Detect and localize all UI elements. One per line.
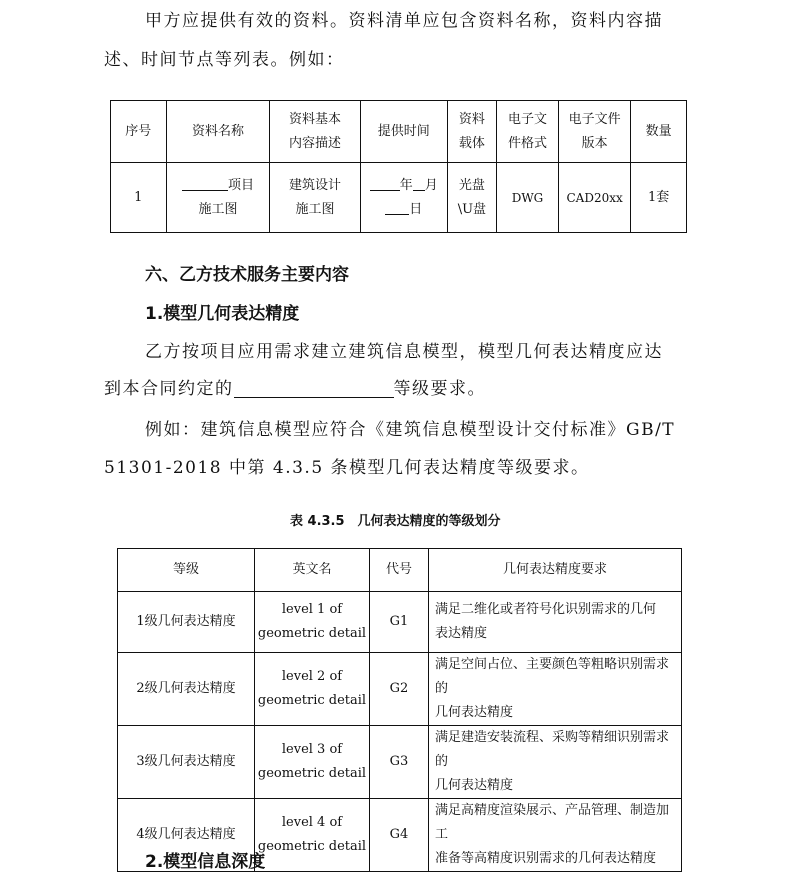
header-line: 资料 (458, 111, 485, 127)
cell-line: 满足空间占位、主要颜色等粗略识别需求的 (435, 657, 670, 696)
cell-carrier (447, 163, 496, 233)
table-header-row (118, 549, 682, 592)
cell-requirement (429, 799, 682, 872)
header-cell: 代号 (370, 549, 429, 592)
header-cell (497, 101, 559, 163)
cell-time-line-2 (363, 198, 445, 222)
cell-line: level 4 of (281, 815, 343, 830)
cell-qty: 1套 (631, 163, 687, 233)
cell-requirement (429, 592, 682, 653)
cell-code: G2 (370, 653, 429, 726)
cell-text: 年 (399, 177, 413, 193)
cell-line: level 2 of (281, 669, 343, 684)
fill-blank (370, 176, 400, 191)
sub1-para-line-1: 乙方按项目应用需求建立建筑信息模型，模型几何表达精度应达 (145, 342, 663, 362)
table-row (118, 653, 682, 726)
cell-line: 表达精度 (435, 626, 488, 641)
cell-line: level 3 of (281, 742, 343, 757)
fill-blank (234, 377, 394, 398)
text-segment: 到本合同约定的 (104, 379, 234, 399)
cell-line: \U盘 (457, 201, 487, 217)
header-line: 资料基本 (289, 111, 342, 127)
cell-line: 建筑设计 (289, 177, 342, 193)
cell-line: geometric detail (257, 693, 367, 708)
cell-line: 几何表达精度 (435, 778, 514, 793)
fill-blank (385, 200, 409, 215)
cell-level: 4级几何表达精度 (118, 799, 255, 872)
cell-level: 1级几何表达精度 (118, 592, 255, 653)
cell-version: CAD20xx (558, 163, 630, 233)
sub1-example-line-1: 例如：建筑信息模型应符合《建筑信息模型设计交付标准》GB/T (145, 420, 676, 440)
header-cell: 提供时间 (360, 101, 447, 163)
header-line: 电子文 (507, 111, 547, 127)
header-line: 件格式 (507, 135, 547, 151)
sub1-example-line-2: 51301-2018 中第 4.3.5 条模型几何表达精度等级要求。 (104, 458, 590, 478)
cell-line: geometric detail (257, 626, 367, 641)
header-line: 版本 (581, 135, 608, 151)
cell-requirement (429, 653, 682, 726)
sub1-para-line-2 (104, 371, 486, 407)
header-cell: 序号 (111, 101, 167, 163)
header-cell (447, 101, 496, 163)
header-cell (558, 101, 630, 163)
cell-level: 2级几何表达精度 (118, 653, 255, 726)
table-row (111, 163, 687, 233)
cell-time-line-1 (363, 174, 445, 198)
header-cell: 等级 (118, 549, 255, 592)
cell-no: 1 (111, 163, 167, 233)
text-segment: 等级要求。 (393, 379, 486, 399)
cell-text: 项目 (228, 177, 255, 193)
subsection-2-heading: 2.模型信息深度 (145, 852, 266, 872)
cell-english (255, 799, 370, 872)
section-6-heading: 六、乙方技术服务主要内容 (145, 265, 349, 285)
header-line: 内容描述 (289, 135, 342, 151)
table-caption: 表 4.3.5 几何表达精度的等级划分 (290, 514, 501, 529)
subsection-1-heading: 1.模型几何表达精度 (145, 304, 300, 324)
table-row (118, 726, 682, 799)
header-line: 电子文件 (568, 111, 621, 127)
cell-line: level 1 of (281, 602, 343, 617)
cell-line: 准备等高精度识别需求的几何表达精度 (435, 851, 657, 866)
cell-line: 满足二维化或者符号化识别需求的几何 (435, 602, 657, 617)
header-line: 载体 (458, 135, 485, 151)
intro-line-2: 述、时间节点等列表。例如： (104, 50, 345, 70)
cell-desc (270, 163, 360, 233)
cell-line: 光盘 (458, 177, 485, 193)
cell-line: 几何表达精度 (435, 705, 514, 720)
cell-english (255, 592, 370, 653)
cell-requirement (429, 726, 682, 799)
cell-name-line-1 (169, 174, 268, 198)
cell-time (360, 163, 447, 233)
table-header-row (111, 101, 687, 163)
cell-line: 满足建造安装流程、采购等精细识别需求的 (435, 730, 670, 769)
cell-line: geometric detail (257, 839, 367, 854)
cell-name-line-2: 施工图 (198, 201, 238, 217)
intro-line-1: 甲方应提供有效的资料。资料清单应包含资料名称，资料内容描 (145, 11, 663, 31)
header-cell: 英文名 (255, 549, 370, 592)
cell-english (255, 726, 370, 799)
table-row (118, 592, 682, 653)
header-cell (270, 101, 360, 163)
materials-table (110, 100, 687, 233)
cell-level: 3级几何表达精度 (118, 726, 255, 799)
cell-line: geometric detail (257, 766, 367, 781)
cell-name (166, 163, 270, 233)
cell-code: G4 (370, 799, 429, 872)
header-cell: 资料名称 (166, 101, 270, 163)
header-cell: 数量 (631, 101, 687, 163)
geometry-precision-table (117, 548, 682, 872)
cell-text: 月 (424, 177, 438, 193)
fill-blank (413, 176, 425, 191)
header-cell: 几何表达精度要求 (429, 549, 682, 592)
cell-line: 施工图 (295, 201, 335, 217)
cell-line: 满足高精度渲染展示、产品管理、制造加工 (435, 803, 670, 842)
fill-blank (182, 176, 228, 191)
cell-text: 日 (409, 201, 423, 217)
cell-code: G1 (370, 592, 429, 653)
cell-english (255, 653, 370, 726)
cell-format: DWG (497, 163, 559, 233)
cell-code: G3 (370, 726, 429, 799)
